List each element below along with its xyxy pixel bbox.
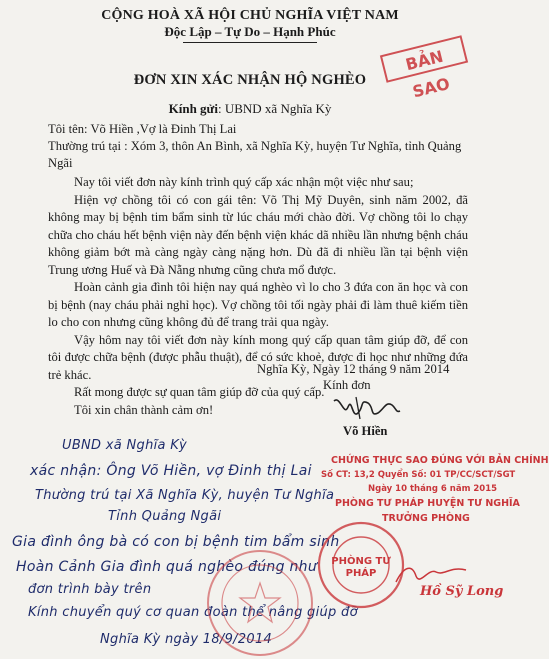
signature-closing: Kính đơn (323, 378, 371, 392)
commune-round-stamp (200, 548, 320, 658)
handwritten-as-stated: đơn trình bày trên (28, 582, 152, 597)
seal-text: PHÒNG TƯ PHÁP (331, 556, 391, 579)
nation-header: CỘNG HOÀ XÃ HỘI CHỦ NGHĨA VIỆT NAM (101, 8, 399, 23)
motto-underline (183, 42, 317, 43)
copy-stamp: BẢN SAO (380, 35, 468, 82)
handwritten-poverty: Hoàn Cảnh Gia đình quá nghèo đúng như (16, 559, 318, 575)
recipient-line (0, 101, 500, 117)
residence-line-2: Ngãi (48, 156, 73, 170)
applicant-signature (330, 393, 402, 423)
paragraph-condition: Hiện vợ chồng tôi có con gái tên: Võ Thị Mỹ Duyên, sinh năm 2002, đã không may bị bệnh tim bẩm sinh từ lúc cháu mới chào đời. Vợ chồng tôi lo chạy chữa cho cháu hết bệnh viện này đến bệnh viện khác dã nhiều lần nhưng bệnh cháu không giảm bớt mà càng ngày càng nặng hơn. Dù đã đi nhiều lần tại bệnh viện Trung ương Huế và Đà Nẵng nhưng cũng chưa mổ được. (48, 192, 469, 277)
document-title: ĐƠN XIN XÁC NHẬN HỘ NGHÈO (133, 72, 367, 88)
handwritten-illness: Gia đình ông bà có con bị bệnh tim bẩm sinh (12, 534, 340, 550)
certifier-name: Hồ Sỹ Long (420, 584, 504, 599)
certification-head: TRƯỞNG PHÒNG (382, 513, 470, 524)
handwritten-confirm: xác nhận: Ông Võ Hiền, vợ Đinh thị Lai (30, 463, 312, 479)
paragraph-thanks: Tôi xin chân thành cảm ơn! (74, 402, 214, 417)
signature-date: Nghĩa Kỳ, Ngày 12 tháng 9 năm 2014 (257, 362, 450, 376)
handwritten-province: Tỉnh Quảng Ngãi (108, 509, 222, 524)
certification-number: Số CT: 13,2 Quyển Số: 01 TP/CC/SCT/SGT (321, 470, 516, 480)
handwritten-referral: Kính chuyển quý cơ quan đoàn thể nâng giúp đỡ (28, 605, 358, 620)
letter-body (48, 174, 468, 419)
recipient-label: Kính gửi (168, 101, 218, 116)
motto: Độc Lập – Tự Do – Hạnh Phúc (164, 24, 336, 39)
applicant-name: Tôi tên: Võ Hiền ,Vợ là Đinh Thị Lai (48, 122, 237, 136)
certification-title: CHỨNG THỰC SAO ĐÚNG VỚI BẢN CHÍNH (331, 455, 549, 466)
certification-date: Ngày 10 tháng 6 năm 2015 (368, 484, 498, 494)
handwritten-commune: UBND xã Nghĩa Kỳ (62, 438, 188, 453)
paragraph-hope: Rất mong được sự quan tâm giúp đỡ của quý cấp. (74, 385, 325, 399)
handwritten-date: Nghĩa Kỳ ngày 18/9/2014 (100, 632, 273, 647)
residence-line-1: Thường trú tại : Xóm 3, thôn An Bình, xã Nghĩa Kỳ, huyện Tư Nghĩa, tỉnh Quảng (48, 139, 462, 153)
paragraph-request: Vậy hôm nay tôi viết đơn này kính mong quý cấp quan tâm giúp đỡ, để con tôi được chữa bệnh (được phẫu thuật), để có sức khoẻ, được đi học như những đứa trẻ khác. (48, 332, 468, 382)
signature-name: Võ Hiền (343, 424, 388, 438)
handwritten-residence: Thường trú tại Xã Nghĩa Kỳ, huyện Tư Nghĩa (35, 488, 335, 503)
certification-office: PHÒNG TƯ PHÁP HUYỆN TƯ NGHĨA (335, 498, 520, 509)
paragraph-intro: Nay tôi viết đơn này kính trình quý cấp xác nhận một việc như sau; (74, 175, 414, 189)
paragraph-circumstance: Hoàn cảnh gia đình tôi hiện nay quá nghèo vì lo cho 3 đứa con ăn học và con bị bệnh (nay cháu phải nghỉ học). Vợ chồng tôi tối ngày phải đi làm thuê kiếm tiền lo cho con nhưng cũng không đủ để trang trải qua ngày. (48, 280, 468, 329)
recipient-value: : UBND xã Nghĩa Kỳ (217, 101, 332, 116)
